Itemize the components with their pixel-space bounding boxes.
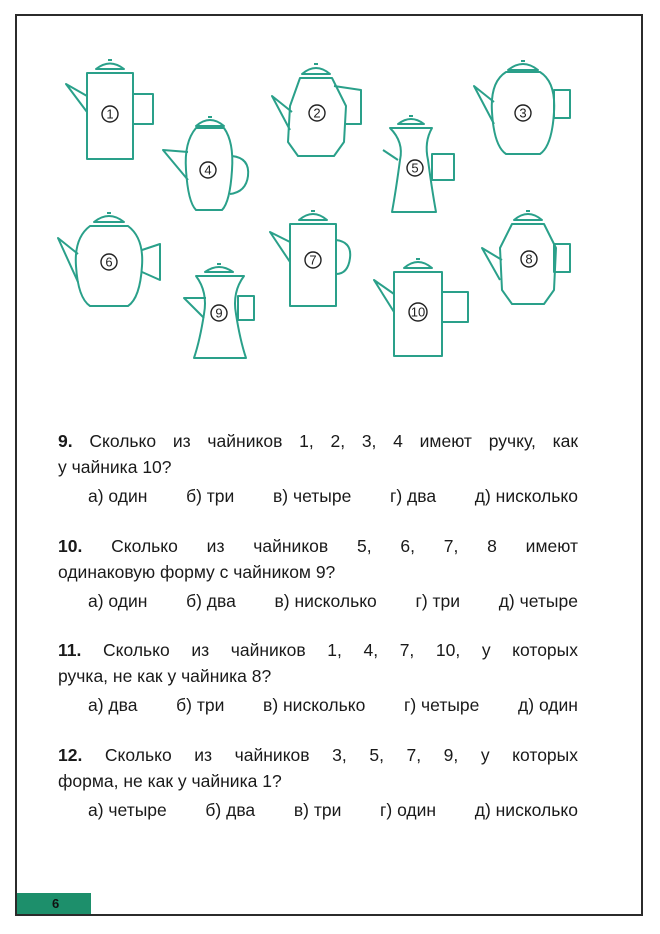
teapot-number: 9 xyxy=(215,305,223,321)
question-text xyxy=(58,533,578,559)
teapot-number: 8 xyxy=(525,251,533,267)
question-text xyxy=(58,742,578,768)
answer-options xyxy=(58,483,578,509)
answer-option-b[interactable]: б) два xyxy=(205,800,256,820)
answer-option-a[interactable]: а) два xyxy=(88,695,138,715)
teapot-number: 4 xyxy=(204,162,212,178)
answer-option-b[interactable]: б) два xyxy=(186,591,236,611)
question-line-1: Сколько из чайников 1, 2, 3, 4 имеют ручку, как xyxy=(89,431,578,451)
question-9 xyxy=(58,428,578,509)
answer-option-c[interactable]: в) четыре xyxy=(272,486,352,506)
question-number: 9. xyxy=(58,431,73,451)
teapot-number: 7 xyxy=(309,252,317,268)
answer-option-e[interactable]: д) четыре xyxy=(498,591,578,611)
answer-option-d[interactable]: г) один xyxy=(380,800,437,820)
teapot-8 xyxy=(482,211,570,304)
answer-option-c[interactable]: в) нисколько xyxy=(274,591,377,611)
answer-option-c[interactable]: в) три xyxy=(293,800,342,820)
teapot-5 xyxy=(383,116,454,212)
teapot-6 xyxy=(58,213,160,306)
answer-options xyxy=(58,692,578,718)
question-line-1: Сколько из чайников 3, 5, 7, 9, у которых xyxy=(104,745,578,765)
teapot-number: 10 xyxy=(410,304,426,320)
answer-option-a[interactable]: а) один xyxy=(88,486,148,506)
teapot-2 xyxy=(272,64,361,156)
answer-option-e[interactable]: д) один xyxy=(518,695,578,715)
question-text xyxy=(58,428,578,454)
teapot-4 xyxy=(163,117,248,210)
question-line-2: одинаковую форму с чайником 9? xyxy=(58,562,336,582)
question-line-2: у чайника 10? xyxy=(58,457,172,477)
question-number: 12. xyxy=(58,745,83,765)
teapots-illustration xyxy=(0,0,660,400)
answer-option-d[interactable]: г) четыре xyxy=(403,695,480,715)
question-text xyxy=(58,637,578,663)
question-line-2: ручка, не как у чайника 8? xyxy=(58,666,272,686)
teapot-3 xyxy=(474,61,570,154)
question-10 xyxy=(58,533,578,614)
teapot-10 xyxy=(374,259,468,356)
answer-options xyxy=(58,588,578,614)
teapot-number: 1 xyxy=(106,106,114,122)
question-11 xyxy=(58,637,578,718)
question-number: 11. xyxy=(58,640,82,660)
teapot-7 xyxy=(270,211,350,306)
answer-option-a[interactable]: а) один xyxy=(88,591,148,611)
question-number: 10. xyxy=(58,536,83,556)
teapot-number: 3 xyxy=(519,105,527,121)
answer-option-b[interactable]: б) три xyxy=(176,695,225,715)
answer-options xyxy=(58,797,578,823)
teapot-1 xyxy=(66,60,153,159)
answer-option-e[interactable]: д) нисколько xyxy=(474,800,578,820)
answer-option-c[interactable]: в) нисколько xyxy=(263,695,366,715)
answer-option-e[interactable]: д) нисколько xyxy=(474,486,578,506)
question-line-1: Сколько из чайников 1, 4, 7, 10, у которых xyxy=(102,640,578,660)
answer-option-b[interactable]: б) три xyxy=(186,486,235,506)
answer-option-d[interactable]: г) три xyxy=(415,591,461,611)
question-line-2: форма, не как у чайника 1? xyxy=(58,771,282,791)
teapot-9 xyxy=(184,264,254,358)
answer-option-a[interactable]: а) четыре xyxy=(88,800,167,820)
question-line-1: Сколько из чайников 5, 6, 7, 8 имеют xyxy=(111,536,578,556)
teapot-number: 5 xyxy=(411,160,419,176)
teapot-number: 6 xyxy=(105,254,113,270)
teapot-number: 2 xyxy=(313,105,321,121)
answer-option-d[interactable]: г) два xyxy=(389,486,437,506)
page-number: 6 xyxy=(52,896,60,911)
question-12 xyxy=(58,742,578,823)
